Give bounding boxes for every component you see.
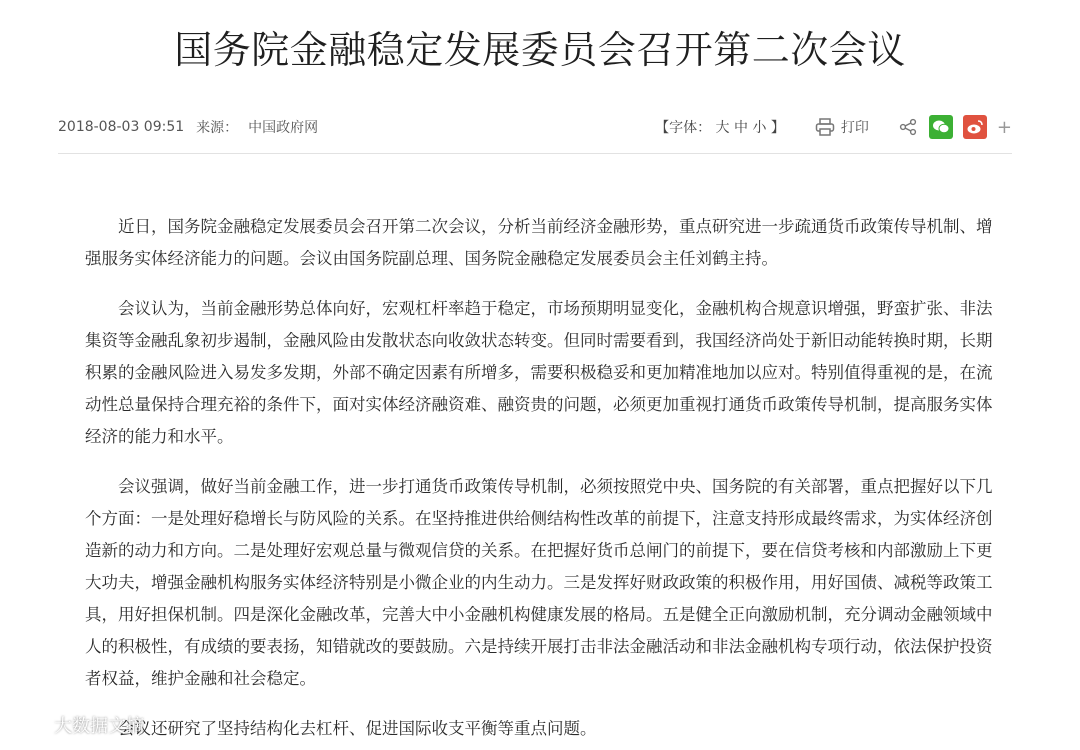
print-icon	[815, 118, 835, 136]
font-large-button[interactable]: 大	[715, 120, 730, 136]
font-bracket-close: 】	[770, 120, 785, 136]
article-paragraph: 会议还研究了坚持结构化去杠杆、促进国际收支平衡等重点问题。	[118, 719, 597, 738]
article-paragraph: 会议认为，当前金融形势总体向好，宏观杠杆率趋于稳定，市场预期明显变化，金融机构合规意识增强，野蛮扩张、非法集资等金融乱象初步遏制，金融风险由发散状态向收敛状态转变。但同时需要看到，我国经济尚处于新旧动能转换时期，长期积累的金融风险进入易发多发期，外部不确定因素有所增多，需要积极稳妥和更加精准地加以应对。特别值得重视的是，在流动性总量保持合理充裕的条件下，面对实体经济融资难、融资贵的问题，必须更加重视打通货币政策传导机制，提高服务实体经济的能力和水平。	[85, 299, 993, 446]
source-label: 来源：	[196, 120, 239, 136]
weibo-icon[interactable]	[963, 115, 987, 139]
watermark-text: 大数据文摘	[54, 716, 144, 737]
publish-date: 2018-08-03 09:51	[58, 119, 185, 135]
page-title: 国务院金融稳定发展委员会召开第二次会议	[174, 28, 906, 72]
article-paragraph: 近日，国务院金融稳定发展委员会召开第二次会议，分析当前经济金融形势，重点研究进一步疏通货币政策传导机制、增强服务实体经济能力的问题。会议由国务院副总理、国务院金融稳定发展委员会主任刘鹤主持。	[85, 217, 993, 268]
font-label: 【字体：	[655, 120, 712, 136]
font-small-button[interactable]: 小	[752, 120, 767, 136]
article-meta	[58, 112, 1012, 142]
font-size-switcher	[655, 117, 785, 137]
article-body	[85, 211, 1005, 750]
article-paragraph: 会议强调，做好当前金融工作，进一步打通货币政策传导机制，必须按照党中央、国务院的有关部署，重点把握好以下几个方面：一是处理好稳增长与防风险的关系。在坚持推进供给侧结构性改革的前提下，注意支持形成最终需求，为实体经济创造新的动力和方向。二是处理好宏观总量与微观信贷的关系。在把握好货币总闸门的前提下，要在信贷考核和内部激励上下更大功夫，增强金融机构服务实体经济特别是小微企业的内生动力。三是发挥好财政政策的积极作用，用好国债、减税等政策工具，用好担保机制。四是深化金融改革，完善大中小金融机构健康发展的格局。五是健全正向激励机制，充分调动金融领域中人的积极性，有成绩的要表扬，知错就改的要鼓励。六是持续开展打击非法金融活动和非法金融机构专项行动，依法保护投资者权益，维护金融和社会稳定。	[85, 477, 993, 688]
watermark	[8, 712, 144, 738]
print-label: 打印	[840, 120, 869, 136]
source-name[interactable]: 中国政府网	[248, 120, 319, 136]
header-divider	[58, 153, 1012, 154]
watermark-logo-icon	[8, 712, 48, 738]
wechat-icon[interactable]	[929, 115, 953, 139]
share-icon[interactable]	[899, 118, 917, 136]
font-medium-button[interactable]: 中	[734, 120, 748, 136]
plus-icon[interactable]: +	[996, 116, 1012, 138]
print-button[interactable]	[815, 117, 869, 137]
